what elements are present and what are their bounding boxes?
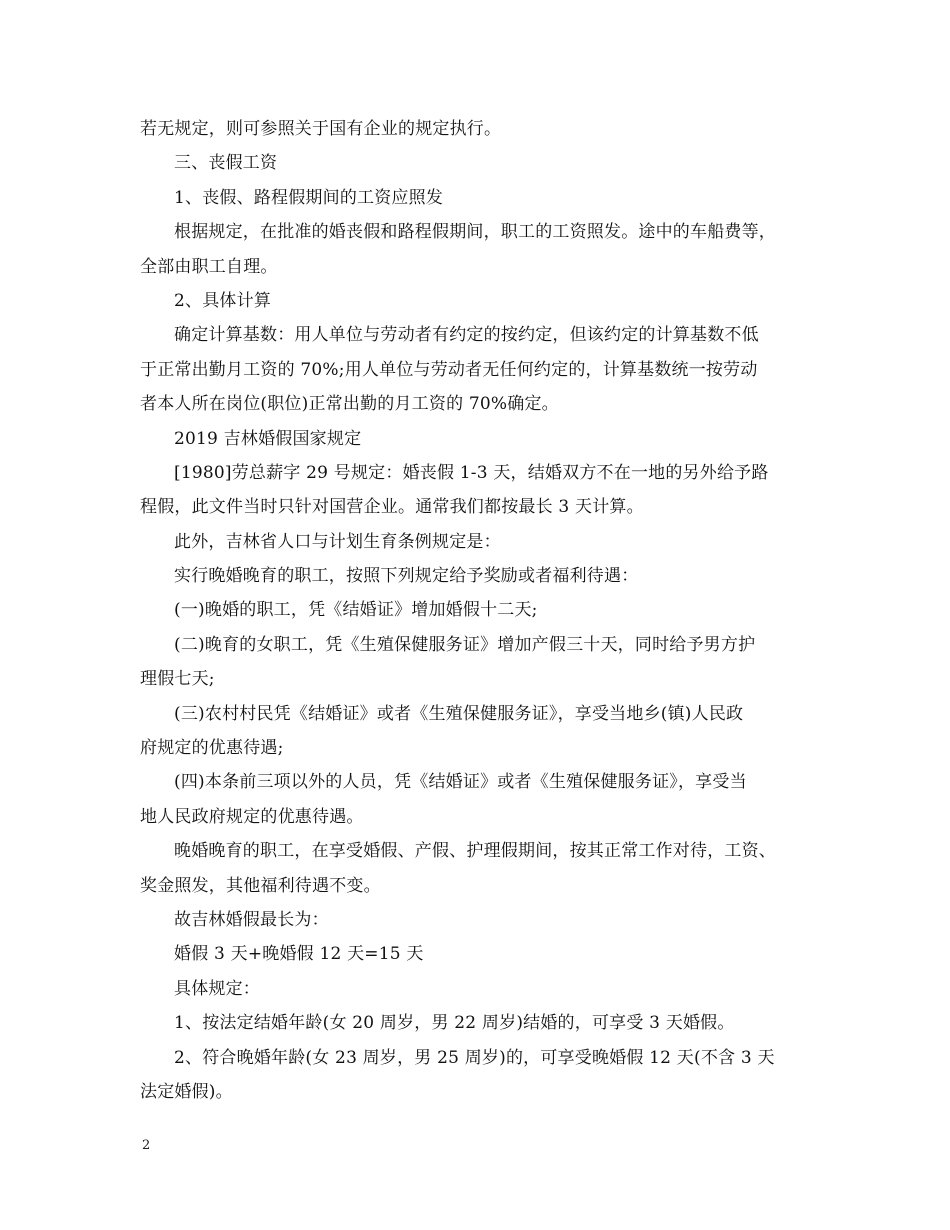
text-line: 地人民政府规定的优惠待遇。 [140, 806, 364, 827]
text-line: 者本人所在岗位(职位)正常出勤的月工资的 70%确定。 [140, 394, 559, 415]
section-heading: 2019 吉林婚假国家规定 [174, 428, 362, 449]
text-line: [1980]劳总薪字 29 号规定：婚丧假 1-3 天，结婚双方不在一地的另外给予路 [174, 462, 769, 483]
section-heading: 三、丧假工资 [174, 153, 278, 174]
text-line: 具体规定： [174, 978, 260, 999]
list-item: (一)晚婚的职工，凭《结婚证》增加婚假十二天; [174, 600, 538, 621]
text-line: 全部由职工自理。 [140, 256, 278, 277]
text-line: 若无规定，则可参照关于国有企业的规定执行。 [140, 119, 502, 139]
text-line: 奖金照发，其他福利待遇不变。 [140, 875, 381, 896]
list-item: 2、符合晚婚年龄(女 23 周岁，男 25 周岁)的，可享受晚婚假 12 天(不含 3 天 [174, 1047, 775, 1068]
list-item: (三)农村村民凭《结婚证》或者《生殖保健服务证》，享受当地乡(镇)人民政 [174, 703, 744, 724]
text-line: 确定计算基数：用人单位与劳动者有约定的按约定，但该约定的计算基数不低 [174, 325, 759, 346]
list-item: 1、按法定结婚年龄(女 20 周岁，男 22 周岁)结婚的，可享受 3 天婚假。 [174, 1013, 735, 1034]
formula-line: 婚假 3 天+晚婚假 12 天=15 天 [174, 944, 424, 965]
text-line: 法定婚假)。 [140, 1081, 233, 1102]
text-line: 故吉林婚假最长为： [174, 909, 329, 930]
text-line: 晚婚晚育的职工，在享受婚假、产假、护理假期间，按其正常工作对待，工资、 [174, 841, 776, 862]
subsection-heading: 1、丧假、路程假期间的工资应照发 [174, 187, 444, 208]
text-line: 府规定的优惠待遇; [140, 738, 284, 759]
text-line: 于正常出勤月工资的 70%;用人单位与劳动者无任何约定的，计算基数统一按劳动 [140, 359, 758, 380]
text-line: 实行晚婚晚育的职工，按照下列规定给予奖励或者福利待遇： [174, 566, 639, 587]
page-number: 2 [142, 1138, 151, 1153]
text-line: 理假七天; [140, 669, 215, 690]
subsection-heading: 2、具体计算 [174, 290, 272, 311]
list-item: (四)本条前三项以外的人员，凭《结婚证》或者《生殖保健服务证》，享受当 [174, 772, 747, 793]
text-line: 根据规定，在批准的婚丧假和路程假期间，职工的工资照发。途中的车船费等， [174, 222, 776, 243]
document-body [140, 112, 820, 1109]
list-item: (二)晚育的女职工，凭《生殖保健服务证》增加产假三十天，同时给予男方护 [174, 634, 756, 655]
text-line: 此外，吉林省人口与计划生育条例规定是： [174, 531, 501, 552]
text-line: 程假，此文件当时只针对国营企业。通常我们都按最长 3 天计算。 [140, 497, 644, 518]
